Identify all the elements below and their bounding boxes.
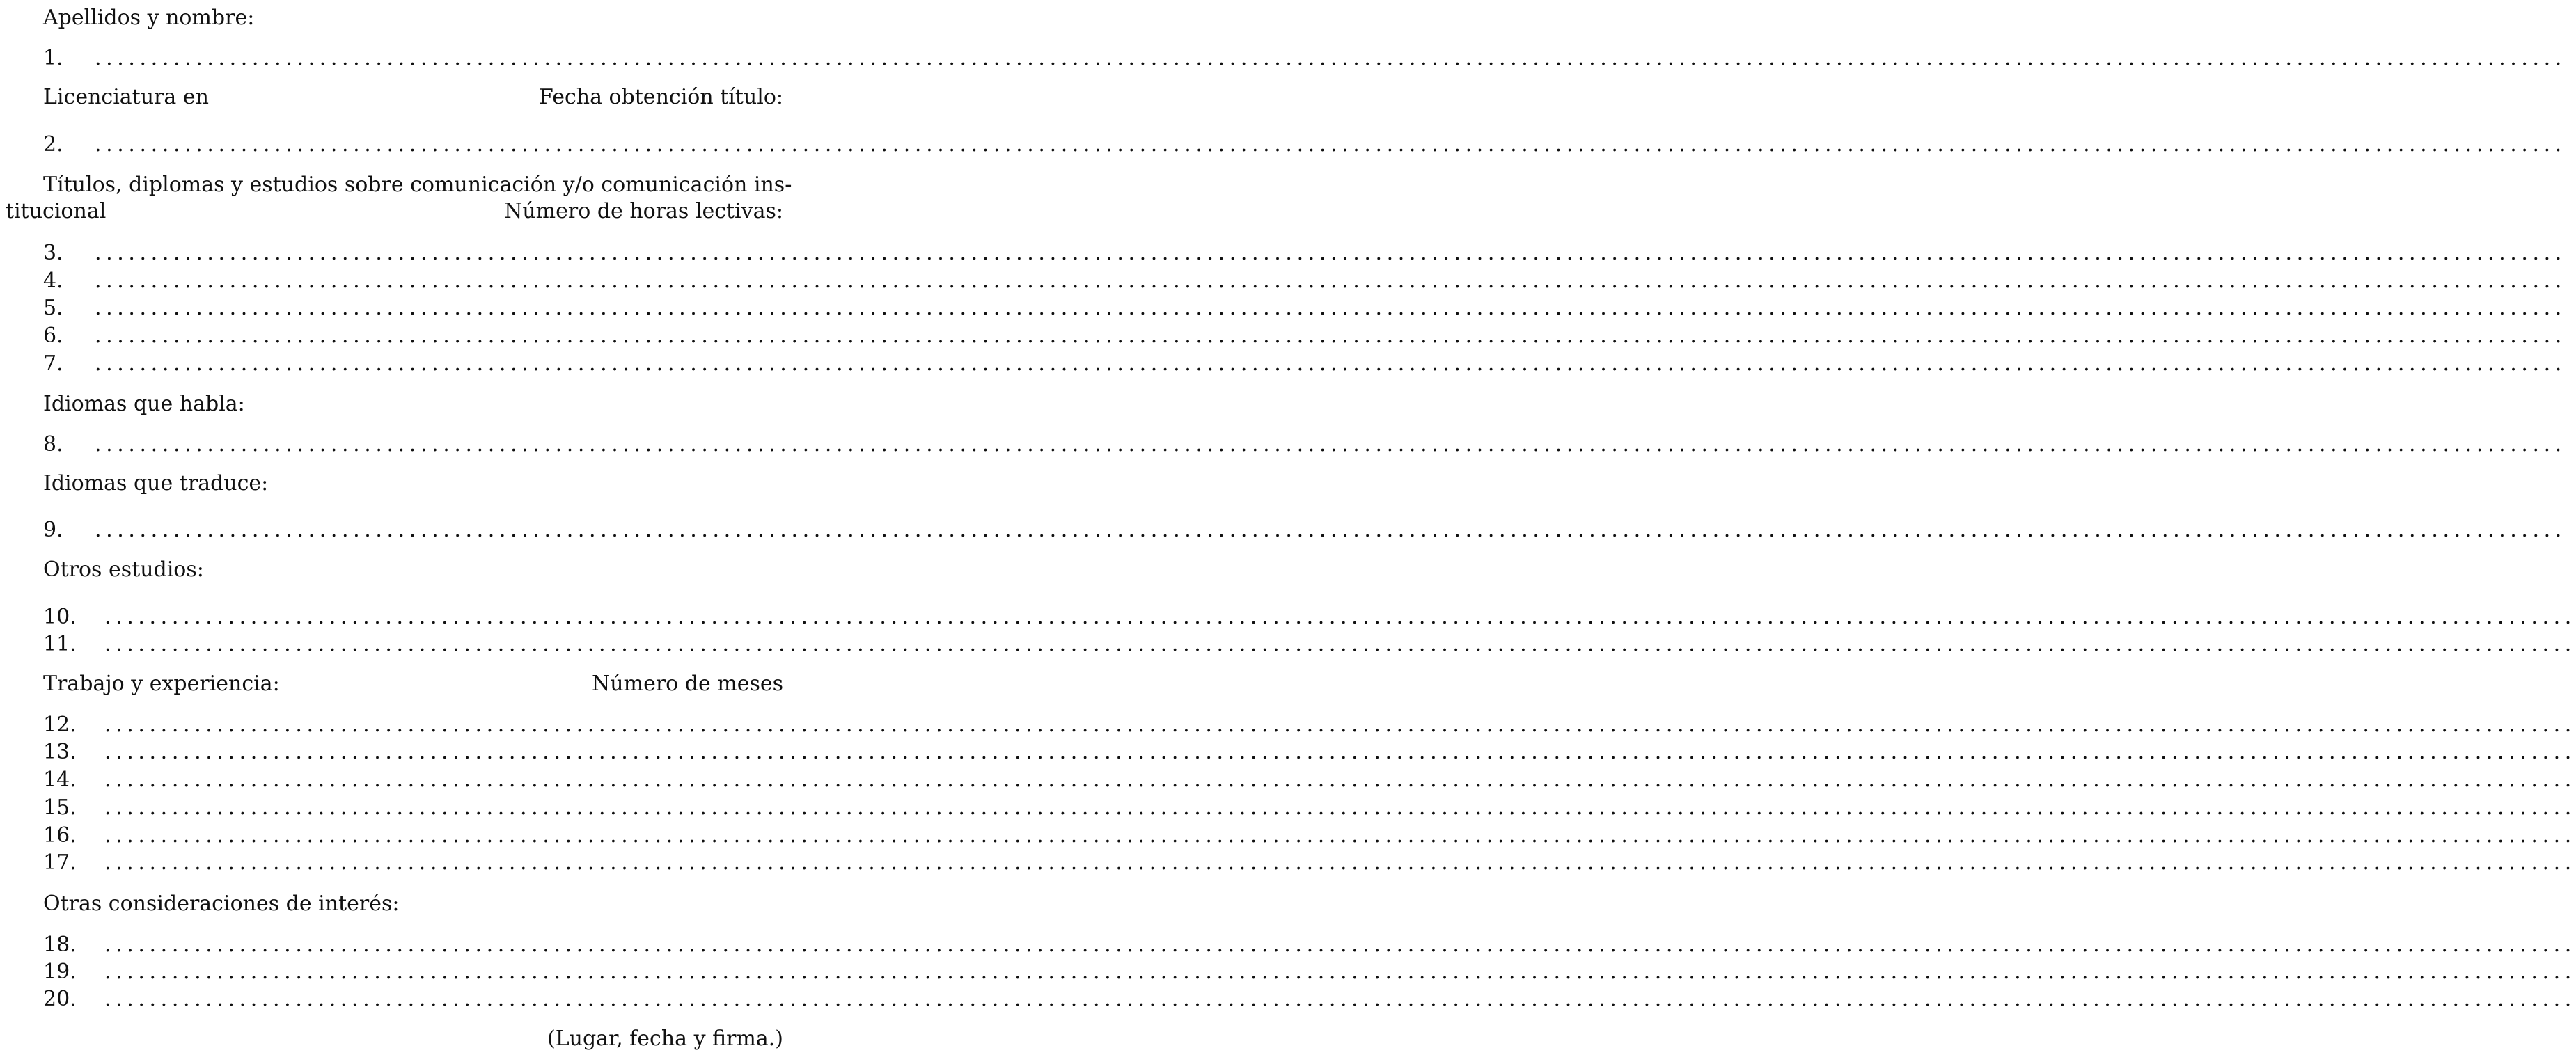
fill-line-7[interactable]: ............................................................................................................................................................................................................................ bbox=[95, 351, 2566, 376]
line-number: 13. bbox=[43, 740, 77, 764]
line-number: 7. bbox=[43, 351, 63, 376]
firma-label: (Lugar, fecha y firma.) bbox=[547, 1026, 783, 1051]
fill-line-12[interactable]: ............................................................................................................................................................................................................................ bbox=[104, 713, 2576, 737]
horas-label: Número de horas lectivas: bbox=[504, 199, 783, 223]
fill-line-3[interactable]: ............................................................................................................................................................................................................................ bbox=[95, 241, 2566, 265]
fill-line-17[interactable]: ............................................................................................................................................................................................................................ bbox=[104, 850, 2576, 875]
fill-line-6[interactable]: ............................................................................................................................................................................................................................ bbox=[95, 324, 2566, 348]
line-number: 4. bbox=[43, 269, 63, 293]
fill-line-20[interactable]: ............................................................................................................................................................................................................................ bbox=[104, 987, 2576, 1011]
fill-line-15[interactable]: ............................................................................................................................................................................................................................ bbox=[104, 795, 2576, 820]
line-number: 14. bbox=[43, 768, 77, 792]
otros-estudios-label: Otros estudios: bbox=[43, 557, 204, 582]
line-number: 18. bbox=[43, 933, 77, 957]
titulos-label: Títulos, diplomas y estudios sobre comunicación y/o comunicación ins- bbox=[43, 173, 792, 197]
fill-line-9[interactable]: ............................................................................................................................................................................................................................ bbox=[95, 518, 2566, 542]
line-number: 11. bbox=[43, 632, 77, 656]
idiomas-traduce-label: Idiomas que traduce: bbox=[43, 471, 269, 495]
fill-line-8[interactable]: ............................................................................................................................................................................................................................ bbox=[95, 432, 2566, 457]
fill-line-10[interactable]: ............................................................................................................................................................................................................................ bbox=[104, 605, 2576, 629]
meses-label: Número de meses bbox=[592, 672, 783, 696]
line-number: 20. bbox=[43, 987, 77, 1011]
fill-line-14[interactable]: ............................................................................................................................................................................................................................ bbox=[104, 768, 2576, 792]
fill-line-16[interactable]: ............................................................................................................................................................................................................................ bbox=[104, 823, 2576, 848]
fill-line-1[interactable]: ............................................................................................................................................................................................................................ bbox=[95, 46, 2566, 70]
fecha-titulo-label: Fecha obtención título: bbox=[539, 85, 783, 109]
fill-line-19[interactable]: ............................................................................................................................................................................................................................ bbox=[104, 960, 2576, 984]
apellidos-label: Apellidos y nombre: bbox=[43, 6, 255, 30]
line-number: 12. bbox=[43, 713, 77, 737]
fill-line-13[interactable]: ............................................................................................................................................................................................................................ bbox=[104, 740, 2576, 764]
fill-line-4[interactable]: ............................................................................................................................................................................................................................ bbox=[95, 269, 2566, 293]
fill-line-2[interactable]: ............................................................................................................................................................................................................................ bbox=[95, 132, 2566, 157]
idiomas-habla-label: Idiomas que habla: bbox=[43, 392, 245, 416]
licenciatura-label: Licenciatura en bbox=[43, 85, 209, 109]
line-number: 16. bbox=[43, 823, 77, 848]
line-number: 17. bbox=[43, 850, 77, 875]
line-number: 8. bbox=[43, 432, 63, 457]
line-number: 15. bbox=[43, 795, 77, 820]
line-number: 19. bbox=[43, 960, 77, 984]
fill-line-11[interactable]: ............................................................................................................................................................................................................................ bbox=[104, 632, 2576, 656]
titulos-label-cont: titucional bbox=[6, 199, 107, 223]
fill-line-18[interactable]: ............................................................................................................................................................................................................................ bbox=[104, 933, 2576, 957]
line-number: 6. bbox=[43, 324, 63, 348]
line-number: 10. bbox=[43, 605, 77, 629]
fill-line-5[interactable]: ............................................................................................................................................................................................................................ bbox=[95, 296, 2566, 320]
trabajo-label: Trabajo y experiencia: bbox=[43, 672, 280, 696]
otras-consideraciones-label: Otras consideraciones de interés: bbox=[43, 891, 400, 916]
line-number: 9. bbox=[43, 518, 63, 542]
line-number: 1. bbox=[43, 46, 63, 70]
line-number: 5. bbox=[43, 296, 63, 320]
line-number: 3. bbox=[43, 241, 63, 265]
line-number: 2. bbox=[43, 132, 63, 157]
